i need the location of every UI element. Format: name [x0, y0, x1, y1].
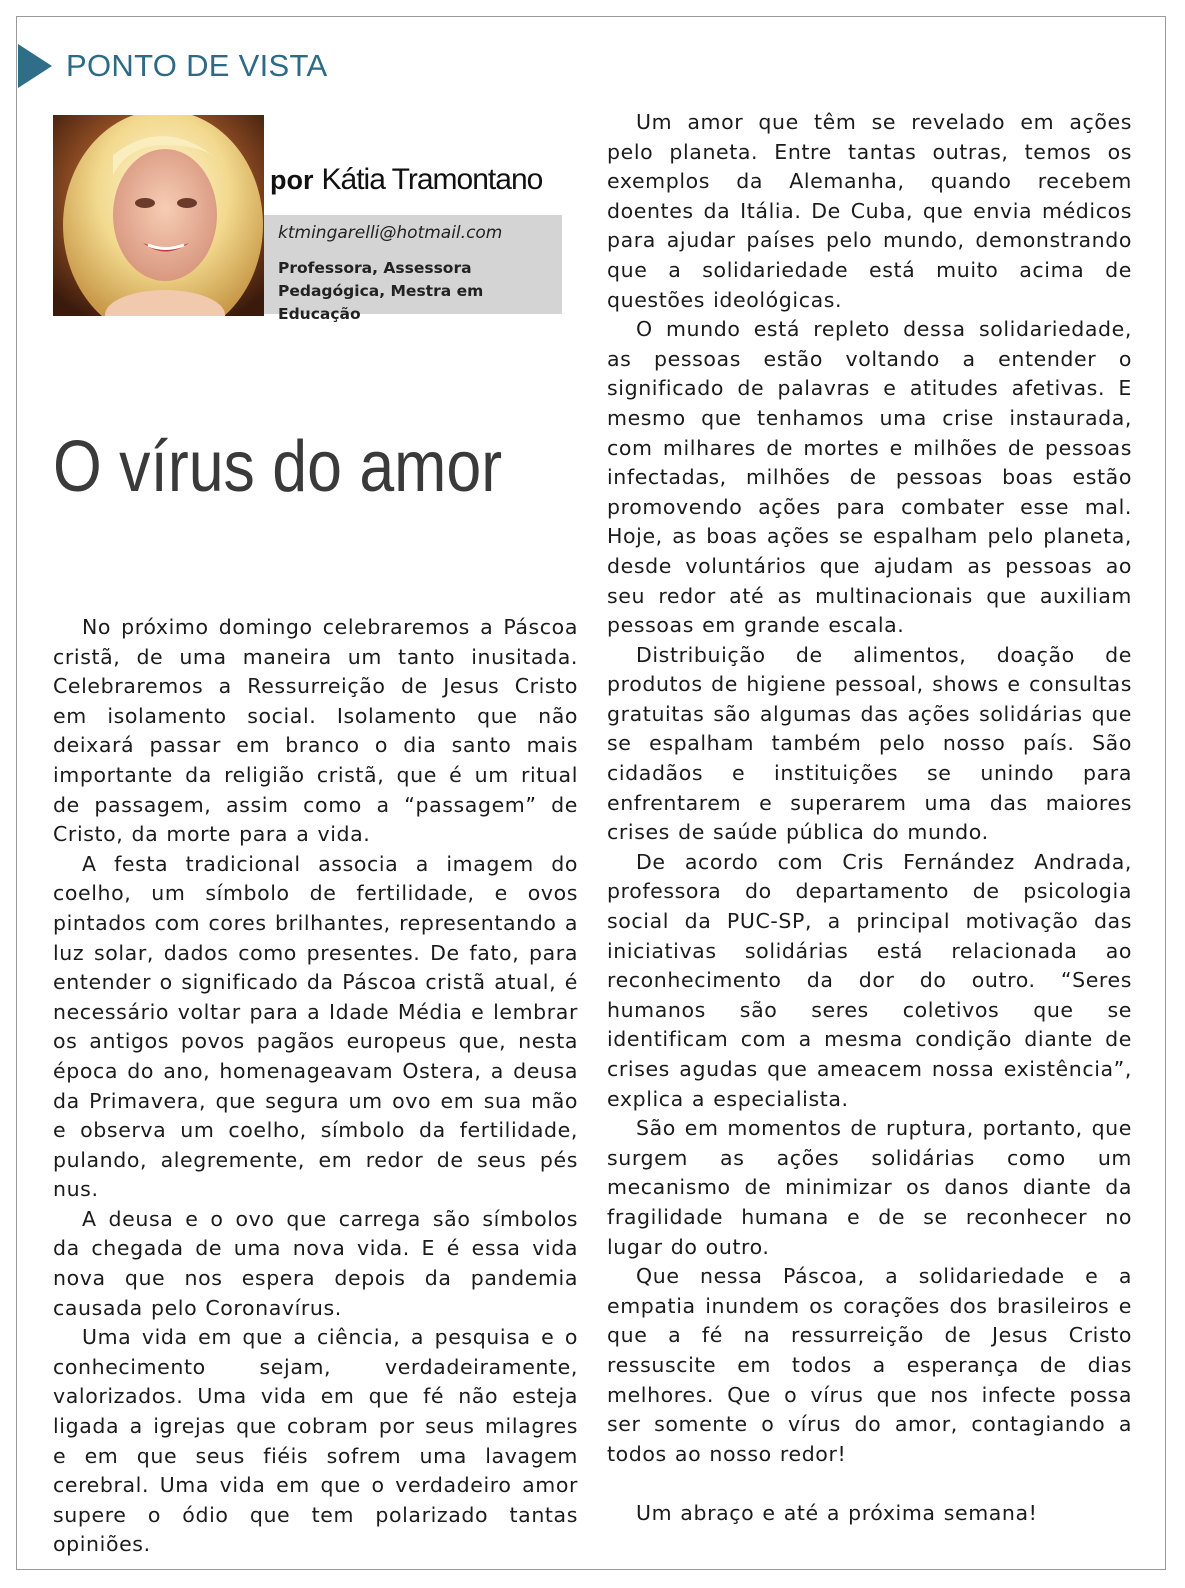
paragraph: Distribuição de alimentos, doação de produtos de higiene pessoal, shows e consultas gratuitas são algumas das ações solidárias que se espalham também pelo nosso país. São cidadãos e instituições se unindo para enfrentarem e superarem uma das maiores crises de saúde pública do mundo. — [607, 642, 1132, 845]
author-photo — [53, 115, 264, 316]
section-title: PONTO DE VISTA — [66, 48, 328, 83]
paragraph: A deusa e o ovo que carrega são símbolos da chegada de uma nova vida. E é essa vida nova que nos espera depois da pandemia causada pelo Coronavírus. — [53, 1206, 578, 1320]
paragraph: São em momentos de ruptura, portanto, que surgem as ações solidárias como um mecanismo de minimizar os danos diante da fragilidade humana e de se reconhecer no lugar do outro. — [607, 1116, 1132, 1259]
paragraph: De acordo com Cris Fernández Andrada, professora do departamento de psicologia social da PUC-SP, a principal motivação das iniciativas solidárias está relacionada ao reconhecimento da dor do outro. “Seres humanos são seres coletivos que se identificam com a mesma condição diante de crises agudas que ameacem nossa existência”, explica a especialista. — [607, 849, 1132, 1111]
byline-prefix: por — [270, 165, 314, 195]
author-role: Professora, Assessora Pedagógica, Mestra em Educação — [278, 259, 484, 323]
paragraph: Uma vida em que a ciência, a pesquisa e o conhecimento sejam, verdadeiramente, valorizados. Uma vida em que fé não esteja ligada a igrejas que cobram por seus milagres e em que seus fiéis sofrem uma lavagem cerebral. Uma vida em que o verdadeiro amor supere o ódio que tem polarizado tantas opiniões. — [53, 1325, 578, 1557]
paragraph: A festa tradicional associa a imagem do coelho, um símbolo de fertilidade, e ovos pintados com cores brilhantes, representando a luz solar, dados como presentes. De fato, para entender o significado da Páscoa cristã atual, é necessário voltar para a Idade Média e lembrar os antigos povos pagãos europeus que, nesta época do ano, homenageavam Ostera, a deusa da Primavera, que segura um ovo em sua mão e observa um coelho, símbolo da fertilidade, pulando, alegremente, em redor de seus pés nus. — [53, 851, 578, 1202]
author-name: Kátia Tramontano — [321, 163, 543, 196]
closing-line: Um abraço e até a próxima semana! — [636, 1500, 1038, 1525]
author-byline — [270, 160, 542, 200]
section-arrow-icon — [18, 44, 52, 88]
paragraph: Que nessa Páscoa, a solidariedade e a empatia inundem os corações dos brasileiros e que a fé na ressurreição de Jesus Cristo ressuscite em todos a esperança de dias melhores. Que o vírus que nos infecte possa ser somente o vírus do amor, contagiando a todos ao nosso redor! — [607, 1264, 1132, 1466]
article-headline: O vírus do amor — [53, 427, 503, 507]
article-column-left — [53, 613, 578, 1560]
article-column-right — [607, 108, 1132, 1529]
paragraph: No próximo domingo celebraremos a Páscoa cristã, de uma maneira um tanto inusitada. Celebraremos a Ressurreição de Jesus Cristo em isolamento social. Isolamento que não deixará passar em branco o dia santo mais importante da religião cristã, que é um ritual de passagem, assim como a “passagem” de Cristo, da morte para a vida. — [53, 615, 578, 847]
paragraph: O mundo está repleto dessa solidariedade, as pessoas estão voltando a entender o significado de palavras e atitudes afetivas. E mesmo que tenhamos uma crise instaurada, com milhares de mortes e milhões de pessoas infectadas, milhões de pessoas boas estão promovendo ações para combater esse mal. Hoje, as boas ações se espalham pelo planeta, desde voluntários que ajudam as pessoas ao seu redor até as multinacionais que auxiliam pessoas em grande escala. — [607, 317, 1132, 638]
paragraph: Um amor que têm se revelado em ações pelo planeta. Entre tantas outras, temos os exemplos da Alemanha, quando recebem doentes da Itália. De Cuba, que envia médicos para ajudar países pelo mundo, demonstrando que a solidariedade está muito acima de questões ideológicas. — [607, 110, 1132, 312]
author-info-box — [264, 215, 562, 323]
author-email[interactable]: ktmingarelli@hotmail.com — [278, 223, 503, 243]
